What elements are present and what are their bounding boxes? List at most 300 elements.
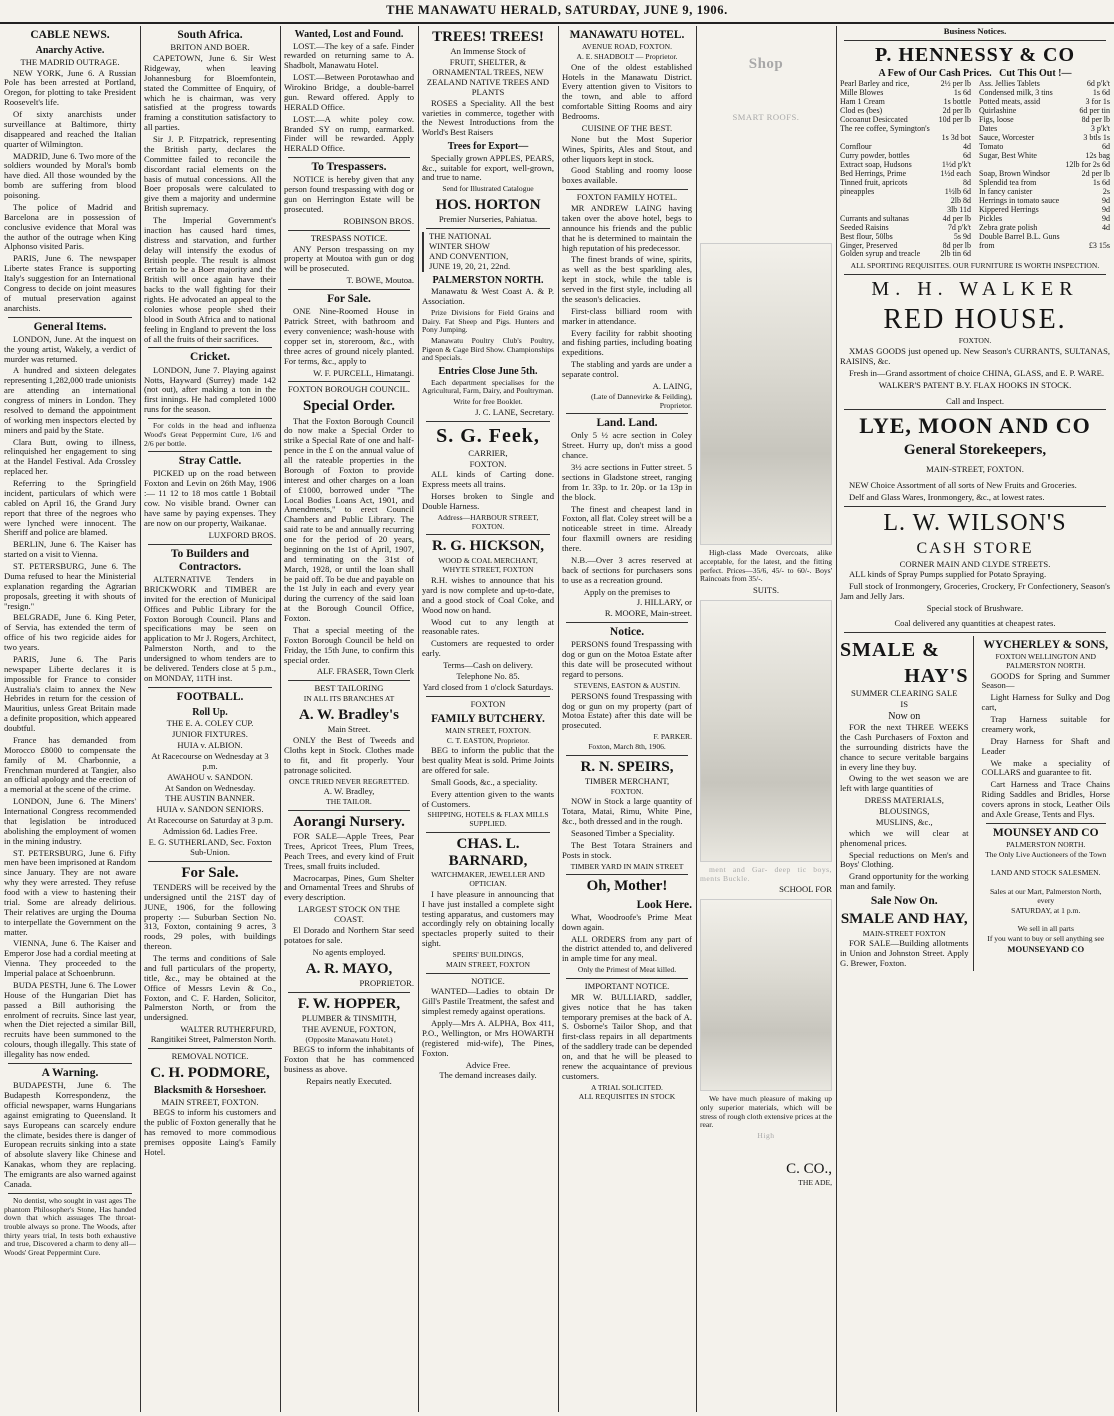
trees-line: Premier Nurseries, Pahiatua. — [438, 214, 538, 225]
column-2 — [144, 26, 276, 1412]
article-paragraph: A hundred and sixteen delegates representing 1,282,000 trade unionists are attending an international congress of miners in London. They resolved to demand the appointment of working men inspectors elected by miners and paid by the State. — [4, 365, 136, 435]
butchery-proprietor: C. T. EASTON, Proprietor. — [446, 735, 530, 745]
hennessy-ad — [840, 44, 1110, 271]
column-1 — [4, 26, 136, 1412]
price-item: Ham 1 Cream — [840, 97, 885, 107]
wilson-store-ad — [840, 510, 1110, 629]
football-notice — [144, 691, 276, 858]
trespassers-heading: To Trespassers. — [311, 161, 387, 174]
trees-line: Send for Illustrated Catalogue — [442, 184, 534, 194]
ad-paragraph: NEW Choice Assortment of all sorts of New Fruits and Groceries. — [849, 479, 1077, 490]
ad-signature: E. G. SUTHERLAND, Sec. Foxton Sub-Union. — [148, 836, 272, 857]
price-value: 3lb 11d — [947, 204, 971, 214]
price-item: Double Barrel B.L. Guns — [979, 231, 1060, 241]
hickson-trade: WOOD & COAL MERCHANT, — [438, 555, 538, 565]
cable-news-heading: CABLE NEWS. — [30, 29, 110, 41]
barnard-address: SPEIRS' BUILDINGS, — [452, 950, 524, 960]
price-item: from — [979, 240, 995, 250]
article-paragraph: BUDA PESTH, June 6. The Lower House of the Hungarian Diet has passed a Bill authorising the enrolment of recruits. Since last year, when the Diet rejected a similar Bill, recruits have been summoned to the colours, though illegally. This state of illegality has now ended. — [4, 979, 136, 1060]
column-rule — [558, 26, 559, 1412]
important-heading: IMPORTANT NOTICE. — [584, 980, 670, 991]
builders-tender-ad — [144, 548, 276, 684]
tailor-line: BEST TAILORING — [314, 683, 384, 694]
divider — [844, 632, 1106, 633]
hopper-address: (Opposite Manawatu Hotel.) — [305, 1034, 393, 1044]
ad-paragraph: FOR SALE—Building allotments in Union and Johnston Street. Apply G. Brewer, Foxton. — [840, 938, 969, 969]
article-paragraph: LONDON, June 6. The Miners' International Congress recommended that legislation be introduced abolishing the employment of women in the mining industry. — [4, 796, 136, 846]
price-item: Curry powder, bottles — [840, 151, 910, 160]
price-item: pineapples — [840, 186, 875, 196]
ad-signature: J. C. LANE, Secretary. — [475, 406, 554, 417]
hennessy-subheading: A Few of Our Cash Prices. — [878, 67, 992, 79]
smale-line: Now on — [888, 710, 921, 722]
ad-signature: T. BOWE, Moutoa. — [346, 275, 414, 286]
mounsey-line: Sales at our Mart, Palmerston North, every — [989, 887, 1102, 905]
ad-signature: W. F. PURCELL, Himatangi. — [313, 367, 414, 378]
mounsey-name: MOUNSEY AND CO — [992, 826, 1099, 839]
hotel-proprietor: A. E. SHADBOLT — Proprietor. — [576, 51, 678, 61]
ad-paragraph: We make a speciality of COLLARS and guarantee to fit. — [981, 757, 1110, 778]
wilson-name: L. W. WILSON'S — [883, 509, 1067, 536]
price-value: 2lb 8d — [950, 195, 971, 205]
feek-address: Address—HARBOUR STREET, FOXTON. — [437, 512, 539, 531]
article-paragraph: CAPETOWN, June 6. Sir West Ridgeway, when leaving Johannesburg for Bloemfontein, stated the Committee of Enquiry, of which he is chairman, was very satisfied at the progress towards framing a constitution satisfactory to all parties. — [144, 53, 276, 133]
price-item: Zebra grate polish — [979, 222, 1038, 232]
ad-paragraph: Grand opportunity for the working man and family. — [840, 871, 969, 892]
divider — [566, 413, 688, 414]
ad-paragraph: Customers are requested to order early. — [422, 638, 554, 659]
price-value: 1½d each — [940, 168, 971, 178]
ad-paragraph: BEG to inform the public that the best quality Meat is sold. Prime Joints are offered for sale. — [422, 745, 554, 775]
divider — [426, 421, 550, 422]
ad-paragraph: Every attention given to the wants of Customers. — [422, 788, 554, 809]
divider — [844, 409, 1106, 410]
price-item: Herrings in tomato sauce — [979, 195, 1060, 205]
ad-paragraph: Seasoned Timber a Speciality. — [571, 828, 675, 839]
hickson-line: Telephone No. 85. — [456, 670, 520, 681]
for-sale-heading: For Sale. — [181, 864, 239, 881]
hennessy-name: P. HENNESSY & CO — [874, 43, 1076, 66]
ad-paragraph: El Dorado and Northern Star seed potatoes for sale. — [284, 924, 414, 945]
nursery-heading: Aorangi Nursery. — [293, 813, 405, 830]
mounsey-line: SATURDAY, at 1 p.m. — [1011, 905, 1081, 915]
cup-name: THE E. A. COLEY CUP. — [166, 718, 254, 729]
speirs-address: FOXTON. — [610, 786, 644, 796]
ad-signature: R. MOORE, Main-street. — [604, 608, 692, 619]
price-value: 1½d p'k't — [941, 159, 971, 169]
ad-paragraph: Each department specialises for the Agricultural, Farm, Dairy, and Poultryman. — [422, 377, 554, 396]
divider — [986, 823, 1107, 824]
ad-signature: STEVENS, EASTON & AUSTIN. — [574, 680, 680, 690]
article-paragraph: LONDON, June. At the inquest on the young artist, Wakely, a verdict of murder was returned. — [4, 333, 136, 364]
ad-signature: ROBINSON BROS. — [343, 215, 414, 226]
column-rule — [836, 26, 837, 1412]
column-rule — [696, 26, 697, 1412]
hotel-address: AVENUE ROAD, FOXTON. — [581, 42, 672, 52]
ad-paragraph: NOW in Stock a large quantity of Totara, Matai, Rimu, White Pine, &c., both dressed and in the rough. — [562, 796, 692, 827]
faded-line — [700, 113, 832, 123]
article-paragraph: ST. PETERSBURG, June 6. Fifty men have been imprisoned at Random since January. They are not aware why they were arrested. They refuse food with a view to hastening their trial. Some are already delirious. Their relatives are urging the Douma to interpellate the Government on the matter. — [4, 847, 136, 937]
column-3 — [284, 26, 414, 1412]
price-list-right — [979, 80, 1110, 259]
look-here-heading: Look Here. — [636, 898, 692, 911]
lye-moon-address: MAIN-STREET, FOXTON. — [926, 463, 1024, 474]
mounsey-address: PALMERSTON NORTH. — [1006, 839, 1086, 849]
price-value: 1s 3d bot — [941, 133, 971, 143]
clothing-figure-image — [700, 600, 832, 862]
smale-line: SUMMER CLEARING SALE — [851, 687, 958, 698]
price-value: 2s — [1102, 186, 1110, 196]
school-line — [700, 885, 832, 895]
ad-paragraph: R.H. wishes to announce that his yard is now complete and up-to-date, and a good stock of Coal Coke, and Wood now on hand. — [422, 575, 554, 615]
ad-paragraph: XMAS GOODS just opened up. New Season's CURRANTS, SULTANAS, RAISINS, &c. — [840, 346, 1110, 366]
hopper-plumber-ad — [284, 996, 414, 1087]
ad-paragraph: One of the oldest established Hotels in the Manawatu District. Every attention given to Visitors to the town, and able to afford comfortable Sitting Rooms and airy Bedrooms. — [562, 61, 692, 122]
borough-council-order — [284, 385, 414, 677]
wycherley-name: WYCHERLEY & SONS, — [983, 638, 1108, 651]
ad-paragraph: The finest brands of wine, spirits, as well as the best sparkling ales, kept in stock, while the table is served in the first style, including all the season's delicacies. — [562, 254, 692, 304]
ad-paragraph: GOODS for Spring and Summer Season— — [981, 670, 1110, 691]
ad-paragraph: The finest and cheapest land in Foxton, all flat. Coley street will be a noticeable street in time. Already four flaxmill owners are residing there. — [562, 503, 692, 554]
speirs-timber-ad — [562, 759, 692, 872]
hickson-address: WHYTE STREET, FOXTON — [442, 565, 534, 575]
goods-line: DRESS MATERIALS, — [864, 795, 944, 806]
price-value: 3 for 1s — [1085, 97, 1110, 107]
bulliard-saddler-ad — [562, 982, 692, 1102]
column-5 — [562, 26, 692, 1412]
ad-paragraph: Horses broken to Single and Double Harness. — [422, 491, 554, 512]
article-paragraph: NEW YORK, June 6. A Russian Pole has been arrested at Portland, Oregon, for plotting to take President Roosevelt's life. — [4, 67, 136, 108]
divider — [426, 832, 550, 833]
divider — [148, 451, 272, 452]
ad-paragraph: Prize Divisions for Field Grains and Dairy. Fat Sheep and Pigs. Hunters and Pony Jumping. — [422, 307, 554, 335]
masthead-title: THE MANAWATU HERALD, SATURDAY, JUNE 9, 1906. — [386, 3, 728, 17]
article-paragraph: BUDAPESTH, June 6. The Budapesth Korrespondenz, the official newspaper, warns Hungarians against emigrating to Queensland. It says Europeans can scarcely endure the climate, besides there is danger of European recruits sinking into a state of absolute slavery like Chinese and Kanakas, whom they are replacing. The emigrants are also warned against Canada. — [4, 1080, 136, 1189]
peppermint-cure-ad: For colds in the head and influenza Wood's Great Peppermint Cure, 1/6 and 2/6 per bottle. — [144, 421, 276, 448]
mounsey-ad — [982, 827, 1111, 955]
land-line: Apply on the premises to — [583, 586, 671, 597]
ad-signature: A. W. Bradley, — [323, 786, 375, 797]
price-value: 3 btls 1s — [1083, 133, 1110, 143]
walker-line: WALKER'S PATENT B.Y. FLAX HOOKS IN STOCK. — [878, 379, 1072, 390]
ad-paragraph: Specially grown APPLES, PEARS, &c., suitable for export, well-grown, and true to name. — [422, 152, 554, 183]
feek-trade: CARRIER, — [468, 447, 508, 458]
price-list — [840, 80, 1110, 259]
price-item: Golden syrup and treacle — [840, 249, 921, 259]
smart-text: SMART — [732, 112, 764, 123]
goods-line: BLOUSINGS, — [879, 806, 930, 817]
price-item: Sugar, Best White — [979, 151, 1037, 160]
ad-paragraph: PERSONS found Trespassing with dog or gun on the Motoa Estate after this date will be prosecuted without regard to persons. — [562, 639, 692, 680]
divider — [566, 874, 688, 875]
faded-company-name: C. CO., — [786, 1160, 832, 1177]
ad-paragraph: MR ANDREW LAING having taken over the above hotel, begs to announce his friends and the public that he is determined to maintain the high reputation of his predecessor. — [562, 203, 692, 253]
trees-line: An Immense Stock of — [450, 46, 526, 57]
football-heading: FOOTBALL. — [176, 690, 244, 703]
ad-paragraph: FOR the next THREE WEEKS the Cash Purchasers of Foxton and the surrounding districts have the chance to secure veritable bargains in every line they buy. — [840, 722, 969, 772]
faded-heading: Shop — [748, 56, 784, 72]
divider — [8, 1193, 132, 1194]
south-africa-heading: South Africa. — [177, 29, 243, 41]
article-paragraph: VIENNA, June 6. The Kaiser and Emperor Jose had a cordial meeting at Vienna. They proceeded to the Imperial palace at Schoenbrunn. — [4, 938, 136, 979]
family-butchery-ad — [422, 700, 554, 829]
ad-paragraph: Cart Harness and Trace Chains Riding Saddles and Bridles, Horse covers aprons in stock, Leather Oils and Axle Grease, Tents and Flys. — [981, 779, 1110, 819]
nursery-line: LARGEST STOCK ON THE COAST. — [298, 904, 400, 925]
trespass-notice-ad — [562, 626, 692, 751]
walker-red-house-ad — [840, 278, 1110, 406]
price-value: 1s 6d — [1092, 88, 1110, 98]
fixture-detail: At Sandon on Wednesday. — [164, 782, 256, 793]
cut-this-out: Cut This Out !— — [999, 67, 1072, 79]
important-line: A TRIAL SOLICITED. — [591, 1082, 663, 1092]
warning-heading: A Warning. — [41, 1066, 99, 1079]
price-item: Cocoanut Desiccated — [840, 115, 908, 125]
smale-hay-ad — [840, 636, 974, 971]
price-value: 10d per lb — [938, 115, 971, 125]
ad-paragraph: NOTICE is hereby given that any person found trespassing with dog or gun on Herrington Estate will be prosecuted. — [284, 174, 414, 214]
barnard-jeweller-ad — [422, 836, 554, 970]
speirs-line: TIMBER YARD IN MAIN STREET — [570, 861, 684, 871]
banner-name: THE AUSTIN BANNER. — [165, 793, 255, 804]
removal-heading: REMOVAL NOTICE. — [171, 1050, 249, 1061]
show-line: WINTER SHOW — [429, 240, 490, 251]
classified-ad: LOST.—The key of a safe. Finder rewarded on returning same to A. Shadbolt, Manawatu Hotel. — [284, 40, 414, 71]
ad-paragraph: That the Foxton Borough Council do now make a Special Order to strike a Special Rate of one and half-pence in the £ on the annual value of all the rateable properties in the Borough of Foxton to provide interest and other charges on a loan of £1000, borrowed under "The Local Bodies Loans Act, 1901, and Amendments," to erect Council Chambers and Public Library. The said rate to be and annually recurring one for the period of 20 years, beginning on the 1st of April, 1907, and terminating on the 31st of March, 1928, or until the loan shall be paid off. To be due and payable on the 1st July in each and every year during the currency of the said loan at the Borough Council Office, Foxton. — [284, 415, 414, 624]
article-paragraph: Of sixty anarchists under surveillance at Baltimore, thirty disappeared and reached the Italian quarter of Wilmington. — [4, 109, 136, 149]
ad-paragraph: The terms and conditions of Sale and full particulars of the property, title, &c., may be obtained at the Office of Messrs Levin & Co., Foxton, and C. F. Harden, Solicitor, Palmerston North, or from the undersigned. — [144, 953, 276, 1023]
hotel-line: CUISINE OF THE BEST. — [581, 122, 673, 133]
walker-line: Call and Inspect. — [946, 395, 1004, 406]
price-value: 6d per tin — [1079, 106, 1110, 116]
winter-show-ad — [422, 232, 554, 272]
column-rule — [280, 26, 281, 1412]
family-hotel-ad — [562, 193, 692, 410]
article-paragraph: PARIS, June 6. The newspaper Liberte states France is supporting Italy's suggestion for an International Congress to decide on joint measures of mutual preservation against anarchists. — [4, 253, 136, 313]
smale-name: HAY'S — [904, 664, 969, 687]
article-paragraph: France has demanded from Morocco £8000 to compensate the family of M. Charbonnie, a Frenchman murdered at Tangier, also an official apology and the erection of a memorial at the scene of the crime. — [4, 734, 136, 795]
lye-moon-name: LYE, MOON AND CO — [859, 413, 1091, 439]
ad-signature: THE TAILOR. — [326, 797, 372, 807]
price-value: £3 15s — [1088, 240, 1110, 250]
red-house-name: RED HOUSE. — [883, 304, 1067, 336]
article-paragraph: The police of Madrid and Barcelona are in possession of conclusive evidence that Moral was the author of the outrage when King Alphonso visited Paris. — [4, 201, 136, 252]
price-row — [840, 250, 971, 259]
ad-paragraph: ALL ORDERS from any part of the district attended to, and delivered in ample time for any meal. — [562, 933, 692, 964]
clothing-figure-image — [700, 243, 832, 545]
ad-paragraph: ANY Person trespassing on my property at Moutoa with gun or dog will be prosecuted. — [284, 243, 414, 274]
mounsey-signature: MOUNSEYAND CO — [1007, 943, 1085, 954]
general-items-article — [4, 321, 136, 1060]
ad-signature: F. PARKER. — [653, 732, 692, 742]
woodroofe-meat-ad — [562, 878, 692, 975]
price-value: 4d — [963, 142, 971, 152]
ad-paragraph: PERSONS found Trespassing with dog or gun on my property (part of Motoa Estate) after this date will be prosecuted. — [562, 690, 692, 731]
butchery-line: FOXTON — [470, 698, 506, 709]
ad-paragraph: High-class Made Overcoats, alike acceptable, for the latest, and the fitting perfect. Prices—35/6, 45/- to 60/-. Boys' Raincoats from 35/-. — [700, 548, 832, 584]
divider — [844, 506, 1106, 507]
wilson-line: Special stock of Brushware. — [926, 603, 1024, 614]
ad-paragraph: The Best Totara Strainers and Posts in stock. — [562, 839, 692, 860]
ad-paragraph: Only 5 ½ acre section in Coley Street. Hurry up, don't miss a good chance. — [562, 430, 692, 461]
price-value: 3 p'k't — [1090, 124, 1110, 134]
price-value: 8d per lb — [942, 240, 971, 250]
hopper-address: THE AVENUE, FOXTON, — [302, 1023, 396, 1034]
ad-paragraph: Special reductions on Men's and Boys' Clothing. — [840, 849, 969, 870]
ad-paragraph: Delf and Glass Wares, Ironmongery, &c., at lowest rates. — [849, 491, 1045, 502]
price-item: Pickles — [979, 213, 1003, 223]
smale-line: IS — [900, 698, 909, 709]
ad-paragraph: ment and Gar- deep tic boys, ments Buckle. — [700, 864, 832, 883]
column-6 — [700, 26, 832, 1412]
ad-paragraph: Macrocarpas, Pines, Gum Shelter and Ornamental Trees and Shrubs of every description. — [284, 872, 414, 903]
mayo-name: A. R. MAYO, — [305, 960, 393, 977]
booklet-line: Write for free Booklet. — [453, 397, 523, 407]
ad-paragraph: Trap Harness suitable for creamery work, — [981, 714, 1110, 734]
wilson-address: CORNER MAIN AND CLYDE STREETS. — [899, 558, 1051, 569]
price-item: Pearl Barley and rice, — [840, 79, 910, 89]
show-line: JUNE 19, 20, 21, 22nd. — [429, 260, 511, 271]
speirs-name: R. N. SPEIRS, — [580, 758, 674, 775]
junior-fixtures: JUNIOR FIXTURES. — [172, 729, 248, 740]
mounsey-line: LAND AND STOCK SALESMEN. — [990, 868, 1101, 878]
ad-paragraph: TENDERS will be received by the undersigned until the 21ST day of JUNE, 1906, for the following property :— Suburban Section No. 313, Foxton, containing 9 acres, 3 roods, 29 poles, with buildings thereon. — [144, 881, 276, 952]
ad-signature: ALF. FRASER, Town Clerk — [316, 666, 414, 677]
show-line: AND CONVENTION, — [429, 250, 509, 261]
price-item: Cornflour — [840, 142, 872, 152]
price-item: Tinned fruit, apricots — [840, 177, 908, 187]
divider — [288, 381, 410, 382]
palmerston-heading: PALMERSTON NORTH. — [432, 274, 544, 286]
price-value: 7d p'k't — [947, 222, 971, 232]
admission-text: Admission 6d. Ladies Free. — [162, 826, 258, 837]
ad-paragraph: Good Stabling and roomy loose boxes available. — [562, 165, 692, 186]
school-text: SCHOOL — [779, 884, 814, 895]
divider — [844, 274, 1106, 275]
tailor-line: IN ALL ITS BRANCHES AT — [303, 694, 395, 704]
podmore-name: C. H. PODMORE, — [150, 1064, 270, 1081]
ladies-notice-ad — [422, 977, 554, 1082]
price-item: Seeded Raisins — [840, 222, 889, 232]
price-item: In fancy canister — [979, 186, 1033, 196]
stray-cattle-ad — [144, 455, 276, 540]
bradley-tailoring-ad — [284, 684, 414, 807]
tailor-line: ONCE TRIED NEVER REGRETTED. — [288, 776, 410, 786]
ad-paragraph: which we will clear at phenomenal prices. — [840, 827, 969, 848]
ad-paragraph: MR W. BULLIARD, saddler, gives notice that he has taken temporary premises at the back of A. S. Osborne's Tailor Shop, and that first-class repairs in all departments of the saddlery trade can be depended on, and that he will be pleased to renew the acquaintance of previous customers. — [562, 991, 692, 1081]
column-rule — [140, 26, 141, 1412]
price-item: Clod es (bes) — [840, 106, 883, 116]
ad-paragraph: The stabling and yards are under a separate control. — [562, 359, 692, 380]
column-rule — [418, 26, 419, 1412]
article-paragraph: PARIS, June 6. The Paris newspaper Liberte declares it is impossible for France to consider Australia's claim to annex the New Hebrides in return for the cession of Mauritius, unless Great Britain made a definite proposition, which appeared doubtful. — [4, 653, 136, 734]
price-item: Potted meats, assid — [979, 97, 1041, 107]
nursery-line: No agents employed. — [312, 946, 386, 957]
house-for-sale-ad — [284, 293, 414, 378]
price-value: 12lb for 2s 6d — [1065, 159, 1110, 169]
divider — [148, 418, 272, 419]
ad-paragraph: Full stock of Ironmongery, Groceries, Crockery, Fr Confectionery, Season's Jam and Jelly Jars. — [840, 581, 1110, 602]
mounsey-line: The Only Live Auctioneers of the Town — [985, 849, 1107, 859]
builders-heading: To Builders and Contractors. — [170, 547, 250, 573]
ad-signature: LUXFORD BROS. — [208, 529, 276, 540]
column-4 — [422, 26, 554, 1412]
price-item: Dates — [979, 124, 998, 134]
divider — [148, 544, 272, 545]
hickson-line: Yard closed from 1 o'clock Saturdays. — [422, 681, 554, 692]
ad-signature: PROPRIETOR. — [359, 977, 414, 988]
fixture-match: HUIA v. ALBION. — [177, 740, 243, 751]
divider — [288, 157, 410, 158]
south-africa-article — [144, 29, 276, 344]
right-bottom-ads — [982, 636, 1111, 974]
column-7 — [840, 26, 1110, 1412]
wilson-trade: CASH STORE — [916, 540, 1034, 558]
ad-paragraph: What, Woodroofe's Prime Meat down again. — [562, 911, 692, 932]
notice-heading: NOTICE. — [471, 975, 505, 986]
price-value: 1½lb 6d — [944, 186, 971, 196]
divider — [148, 687, 272, 688]
special-order-heading: Special Order. — [303, 398, 395, 415]
butchery-address: MAIN STREET, FOXTON. — [445, 725, 531, 735]
south-africa-subheading: BRITON AND BOER. — [170, 42, 250, 53]
aorangi-nursery-ad — [284, 814, 414, 989]
wanted-heading: Wanted, Lost and Found. — [294, 29, 404, 40]
price-item: Ass. Jellies Tablets — [979, 79, 1040, 89]
price-value: 9d — [1102, 204, 1110, 214]
ad-signature: WALTER RUTHERFURD, Rangitikei Street, Palmerston North. — [150, 1024, 276, 1045]
ad-signature: J. HILLARY, or — [636, 597, 692, 608]
article-paragraph: ST. PETERSBURG, June 6. The Duma refused to hear the Ministerial explanation regarding the Agrarian proposals, greeting it with shouts of "resign." — [4, 561, 136, 611]
hickson-line: Terms—Cash on delivery. — [443, 660, 533, 671]
ad-paragraph: ONE Nine-Roomed House in Patrick Street, with bathroom and every convenience; wash-house with copper set in, storeroom, &c., with three acres of ground nicely planted. For terms, &c., apply to — [284, 306, 414, 366]
manawatu-hotel-ad — [562, 29, 692, 186]
price-item: Tomato — [979, 142, 1004, 152]
trespass-heading: TRESPASS NOTICE. — [310, 232, 388, 243]
price-value: 4d per lb — [942, 213, 971, 223]
divider — [148, 347, 272, 348]
hotel-heading: MANAWATU HOTEL. — [569, 29, 685, 41]
barnard-name: CHAS. L. BARNARD, — [448, 835, 528, 870]
divider — [288, 230, 410, 231]
ad-paragraph: None but the Most Superior Wines, Spirits, Ales and Stout, and other liquors kept in stock. — [562, 133, 692, 164]
article-paragraph: MADRID, June 6. Two more of the soldiers wounded by Moral's bomb have died. All those wounded by the bomb are suffering from blood poisoning. — [4, 150, 136, 201]
speirs-trade: TIMBER MERCHANT, — [584, 775, 670, 786]
ad-paragraph: PICKED up on the road between Foxton and Levin on 26th May, 1906 :— 11 12 to 18 mos cattle 1 Bobtail cow. No visible brand. Owner can have same by paying expenses. They are now on our property, Waikanae. — [144, 468, 276, 528]
wanted-lost-found — [284, 29, 414, 154]
ad-paragraph: ALL kinds of Carting done. Express meets all trains. — [422, 469, 554, 490]
warning-article — [4, 1067, 136, 1190]
price-value: 2d per lb — [942, 106, 971, 116]
divider — [288, 992, 410, 993]
ad-paragraph: N.B.—Over 3 acres reserved at back of sections for purchasers sons to use as a recreation ground. — [562, 554, 692, 585]
goods-line: MUSLINS, &c., — [875, 816, 933, 827]
ad-paragraph: First-class billiard room with marker in attendance. — [562, 305, 692, 326]
price-item: Ginger, Preserved — [840, 240, 898, 250]
bottom-ads — [840, 636, 1110, 974]
family-hotel-heading: FOXTON FAMILY HOTEL. — [576, 192, 678, 203]
trees-line: FRUIT, SHELTER, & ORNAMENTAL TREES, NEW ZEALAND NATIVE TREES AND PLANTS — [426, 57, 550, 97]
price-value: 6d p'k't — [1086, 79, 1110, 89]
ad-paragraph: ALTERNATIVE Tenders in BRICKWORK and TIMBER are invited for the erection of Municipal Offices and Public Library for the Foxton Borough Council. Plans and specifications may be seen on application to Mr J. Rogers, Architect, Palmerston North, and to the undersigned to whom tenders are to be delivered. Tenders close at 5 p.m., on MONDAY, 11TH inst. — [144, 574, 276, 683]
notice-line: Advice Free. — [465, 1059, 511, 1070]
hickson-coal-ad — [422, 538, 554, 692]
price-value: 9d — [1102, 195, 1110, 205]
ad-paragraph: ONLY the Best of Tweeds and Cloths kept in Stock. Clothes made to fit, and fit properly. Your patronage solicited. — [284, 735, 414, 775]
ad-signature: A. LAING, — [652, 380, 692, 391]
ad-paragraph: Manawatu Poultry Club's Poultry, Pigeon & Cage Bird Show. Championships and Specials. — [422, 336, 554, 363]
land-heading: Land. Land. — [596, 417, 658, 430]
clothing-figure-image — [700, 899, 832, 1091]
